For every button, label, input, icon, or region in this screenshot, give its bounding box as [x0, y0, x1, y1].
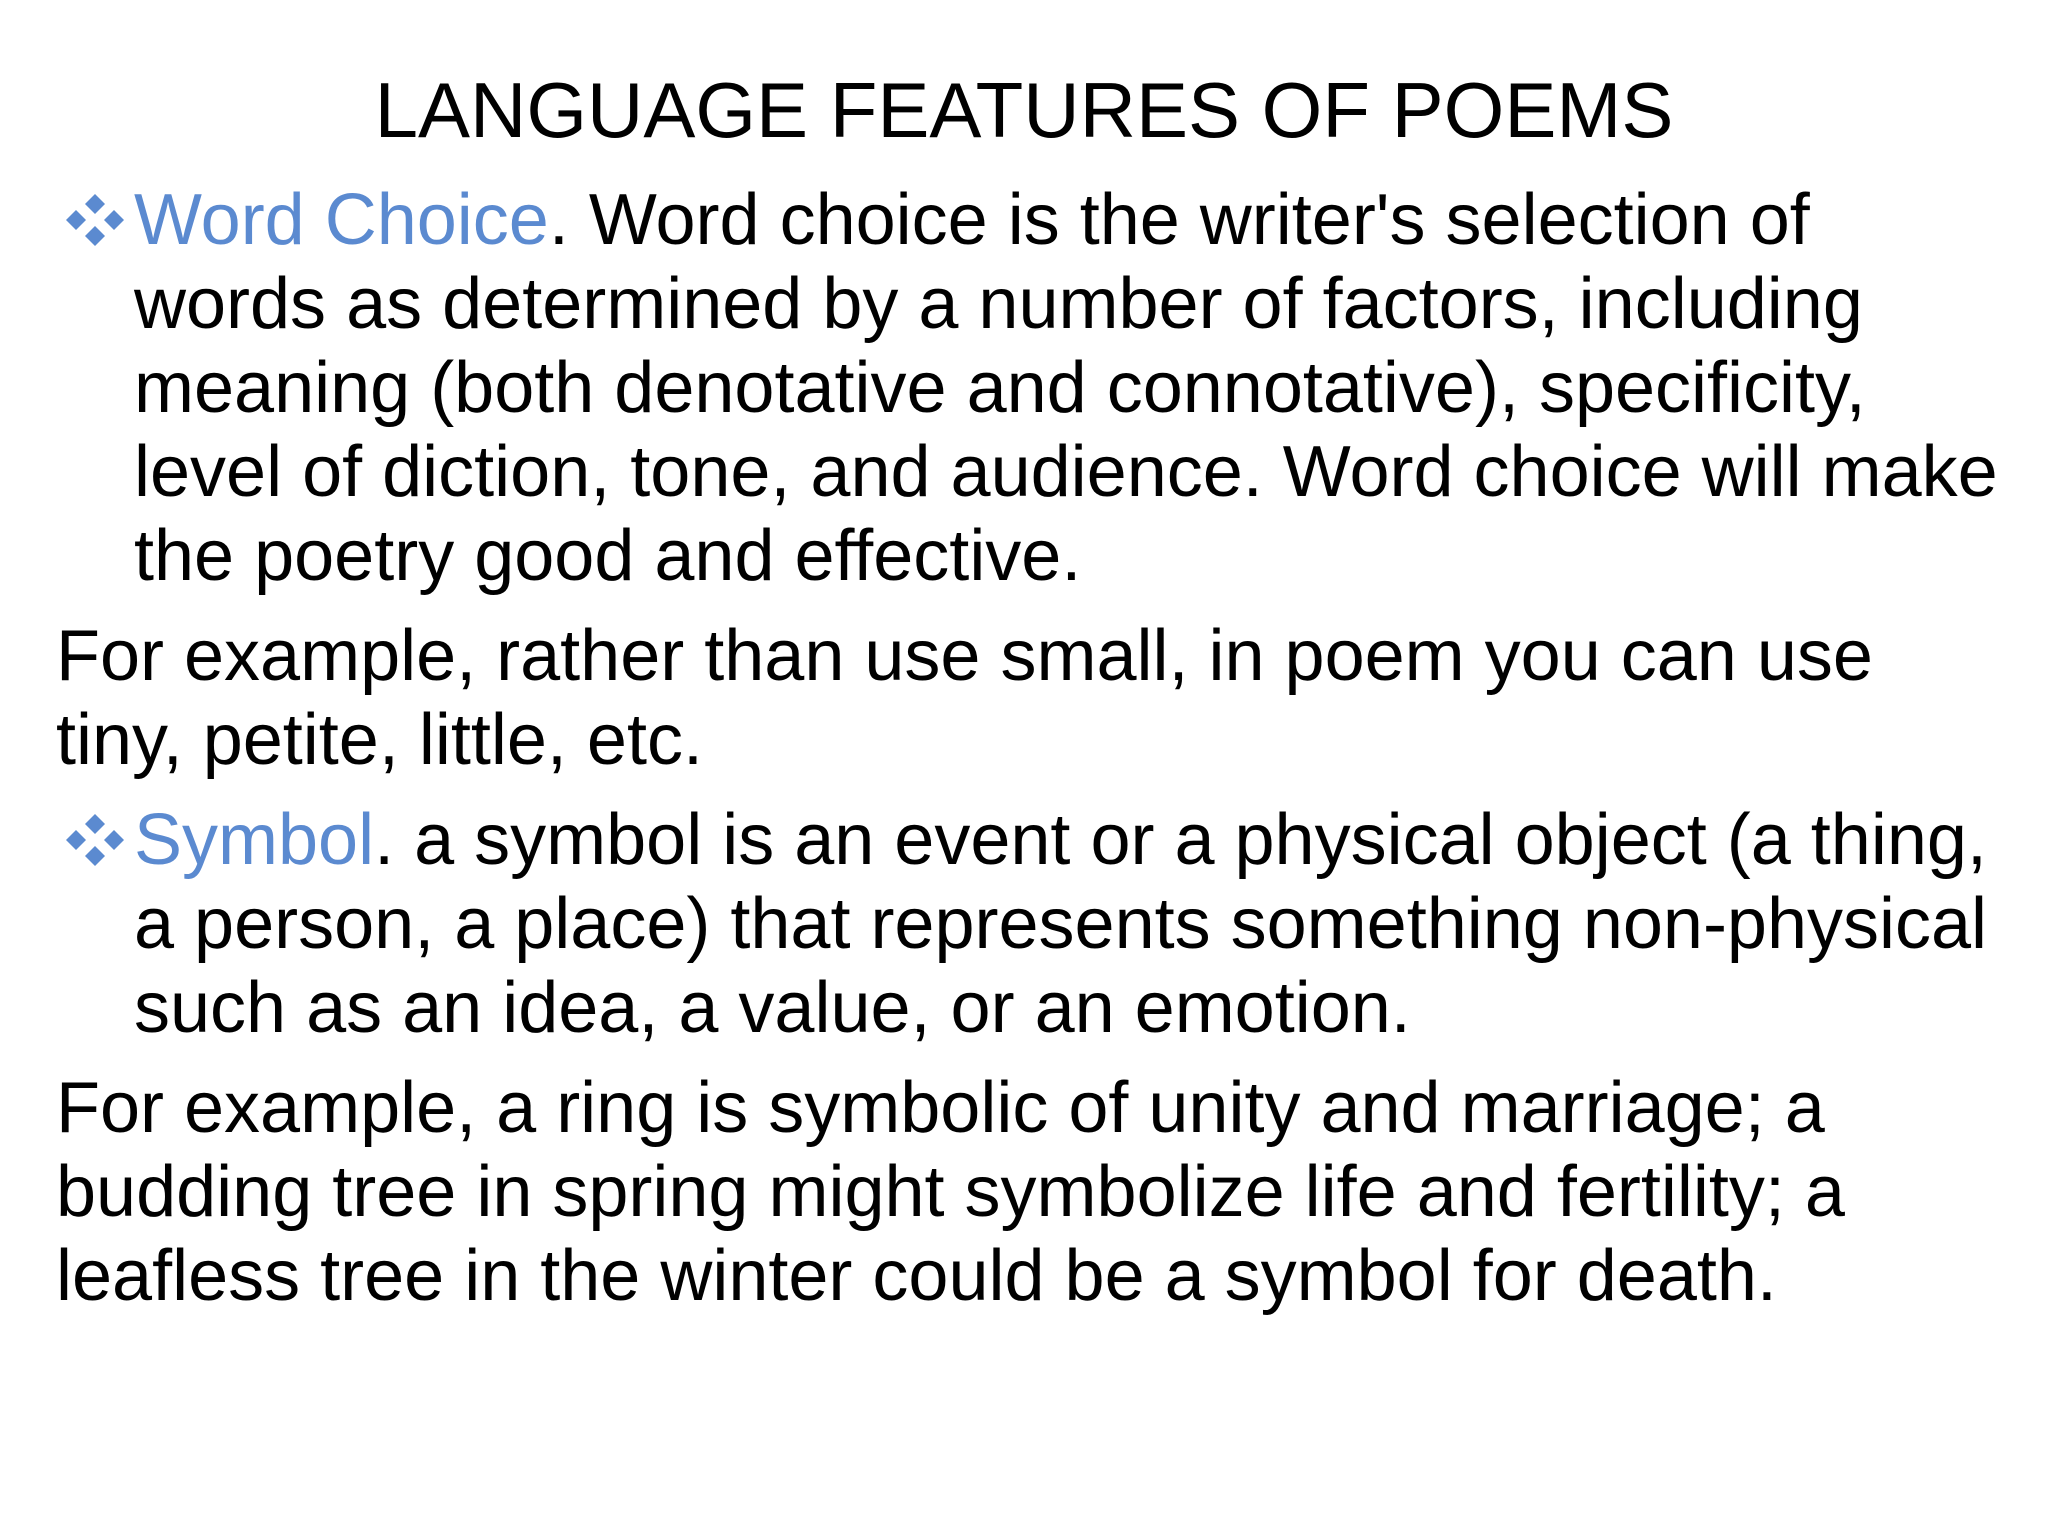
slide-body — [56, 178, 2016, 1318]
definition-symbol: . a symbol is an event or a physical object (a thing, a person, a place) that represents something non-physical such as an idea, a value, or an emotion. — [134, 800, 1988, 1048]
bullet-item-symbol — [56, 798, 2016, 1050]
example-symbol: For example, a ring is symbolic of unity and marriage; a budding tree in spring might symbolize life and fertility; a leafless tree in the winter could be a symbol for death. — [56, 1068, 1845, 1316]
four-diamond-bullet-icon — [62, 812, 128, 868]
term-word-choice: Word Choice — [134, 180, 549, 260]
example-word-choice: For example, rather than use small, in poem you can use tiny, petite, little, etc. — [56, 616, 1873, 780]
term-symbol: Symbol — [134, 800, 375, 880]
four-diamond-bullet-icon — [62, 192, 128, 248]
definition-word-choice: . Word choice is the writer's selection of words as determined by a number of factors, including meaning (both denotative and connotative), specificity, level of diction, tone, and audience. Word choice will make the poetry good and effective. — [134, 180, 1998, 596]
bullet-item-word-choice — [56, 178, 2016, 598]
slide-title: LANGUAGE FEATURES OF POEMS — [374, 66, 1674, 154]
